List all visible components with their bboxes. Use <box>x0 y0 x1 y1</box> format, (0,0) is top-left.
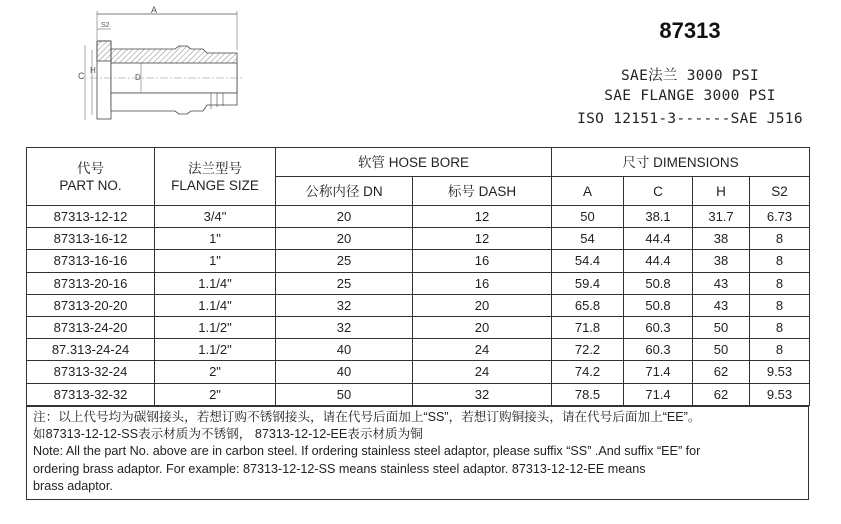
cell-part: 87313-12-12 <box>27 206 155 228</box>
cell-s2: 8 <box>750 272 810 294</box>
cell-part: 87313-20-20 <box>27 294 155 316</box>
cell-s2: 8 <box>750 250 810 272</box>
cell-s2: 9.53 <box>750 361 810 383</box>
cell-a: 54 <box>552 228 624 250</box>
cell-h: 31.7 <box>693 206 750 228</box>
cell-dn: 25 <box>276 272 413 294</box>
cell-dash: 16 <box>413 272 552 294</box>
cell-c: 50.8 <box>624 272 693 294</box>
cell-a: 59.4 <box>552 272 624 294</box>
table-row <box>27 339 810 361</box>
table-row <box>27 272 810 294</box>
cell-dn: 40 <box>276 339 413 361</box>
cell-h: 38 <box>693 250 750 272</box>
cell-flange: 1.1/4" <box>155 272 276 294</box>
cell-s2: 8 <box>750 294 810 316</box>
spec-table <box>26 147 810 406</box>
note-cn-line1: 注：以上代号均为碳钢接头，若想订购不锈钢接头，请在代号后面加上“SS”，若想订购铜接头，请在代号后面加上“EE”。 <box>33 410 701 424</box>
cell-part: 87313-32-32 <box>27 383 155 405</box>
cell-part: 87313-24-20 <box>27 316 155 338</box>
cell-flange: 1.1/2" <box>155 339 276 361</box>
header-dn: 公称内径 DN <box>276 177 413 206</box>
cell-c: 38.1 <box>624 206 693 228</box>
cell-c: 44.4 <box>624 250 693 272</box>
cell-s2: 9.53 <box>750 383 810 405</box>
cell-dash: 12 <box>413 206 552 228</box>
dim-c-label: C <box>78 71 85 81</box>
header-part-no <box>27 148 155 206</box>
cell-dn: 20 <box>276 228 413 250</box>
cell-flange: 3/4" <box>155 206 276 228</box>
header-dimensions: 尺寸 DIMENSIONS <box>552 148 810 177</box>
cell-flange: 1" <box>155 250 276 272</box>
header-flange-cn: 法兰型号 <box>188 160 242 176</box>
header-flange-en: FLANGE SIZE <box>171 177 259 193</box>
dim-a-label: A <box>151 5 158 15</box>
note-cn-line2: 如87313-12-12-SS表示材质为不锈钢， 87313-12-12-EE表示材质为铜 <box>33 427 423 442</box>
table-row <box>27 206 810 228</box>
fitting-drawing <box>75 5 340 125</box>
cell-dash: 20 <box>413 294 552 316</box>
cell-a: 54.4 <box>552 250 624 272</box>
cell-flange: 1.1/2" <box>155 316 276 338</box>
cell-dash: 32 <box>413 383 552 405</box>
cell-dn: 32 <box>276 294 413 316</box>
table-row <box>27 294 810 316</box>
cell-flange: 1" <box>155 228 276 250</box>
note-en-line1: Note: All the part No. above are in carbon steel. If ordering stainless steel adaptor, please suffix “SS” .And suffix “EE” for <box>33 444 701 459</box>
subtitle-en: SAE FLANGE 3000 PSI <box>604 88 776 104</box>
cell-part: 87313-32-24 <box>27 361 155 383</box>
cell-dn: 32 <box>276 316 413 338</box>
cell-h: 38 <box>693 228 750 250</box>
header-a: A <box>552 177 624 206</box>
cell-dn: 40 <box>276 361 413 383</box>
cell-dash: 20 <box>413 316 552 338</box>
cell-part: 87313-16-12 <box>27 228 155 250</box>
cell-part: 87313-20-16 <box>27 272 155 294</box>
cell-a: 72.2 <box>552 339 624 361</box>
header-h: H <box>693 177 750 206</box>
standard-label: ISO 12151-3------SAE J516 <box>577 111 803 127</box>
cell-part: 87313-16-16 <box>27 250 155 272</box>
note-en-line3: brass adaptor. <box>33 478 113 493</box>
cell-c: 44.4 <box>624 228 693 250</box>
cell-c: 50.8 <box>624 294 693 316</box>
table-row <box>27 316 810 338</box>
cell-part: 87.313-24-24 <box>27 339 155 361</box>
cell-h: 50 <box>693 339 750 361</box>
cell-dash: 24 <box>413 361 552 383</box>
cell-h: 43 <box>693 272 750 294</box>
cell-s2: 8 <box>750 228 810 250</box>
cell-a: 78.5 <box>552 383 624 405</box>
header-dash: 标号 DASH <box>413 177 552 206</box>
subtitle-cn: SAE法兰 3000 PSI <box>621 68 759 84</box>
header-hose-bore: 软管 HOSE BORE <box>276 148 552 177</box>
cell-h: 43 <box>693 294 750 316</box>
dim-h-label: H <box>90 66 96 75</box>
cell-h: 50 <box>693 316 750 338</box>
header-c: C <box>624 177 693 206</box>
note-box <box>26 406 809 500</box>
cell-a: 50 <box>552 206 624 228</box>
cell-a: 74.2 <box>552 361 624 383</box>
header-part-cn: 代号 <box>77 160 104 176</box>
cell-flange: 2" <box>155 361 276 383</box>
cell-dash: 12 <box>413 228 552 250</box>
cell-dash: 16 <box>413 250 552 272</box>
table-row <box>27 250 810 272</box>
cell-s2: 8 <box>750 339 810 361</box>
cell-c: 60.3 <box>624 339 693 361</box>
table-row <box>27 228 810 250</box>
cell-dash: 24 <box>413 339 552 361</box>
cell-c: 60.3 <box>624 316 693 338</box>
cell-c: 71.4 <box>624 383 693 405</box>
header-s2: S2 <box>750 177 810 206</box>
table-row <box>27 383 810 405</box>
cell-dn: 50 <box>276 383 413 405</box>
table-row <box>27 361 810 383</box>
dim-s2-label: S2 <box>101 22 110 29</box>
page-title: 87313 <box>659 18 721 43</box>
cell-c: 71.4 <box>624 361 693 383</box>
cell-dn: 20 <box>276 206 413 228</box>
note-en-line2: ordering brass adaptor. For example: 87313-12-12-SS means stainless steel adaptor. 87313-12-12-EE means <box>33 461 646 476</box>
cell-s2: 6.73 <box>750 206 810 228</box>
cell-a: 65.8 <box>552 294 624 316</box>
header-part-en: PART NO. <box>59 177 122 193</box>
cell-h: 62 <box>693 361 750 383</box>
cell-flange: 2" <box>155 383 276 405</box>
cell-dn: 25 <box>276 250 413 272</box>
cell-flange: 1.1/4" <box>155 294 276 316</box>
dim-d-label: D <box>135 73 141 82</box>
header-flange-size <box>155 148 276 206</box>
cell-s2: 8 <box>750 316 810 338</box>
cell-h: 62 <box>693 383 750 405</box>
cell-a: 71.8 <box>552 316 624 338</box>
